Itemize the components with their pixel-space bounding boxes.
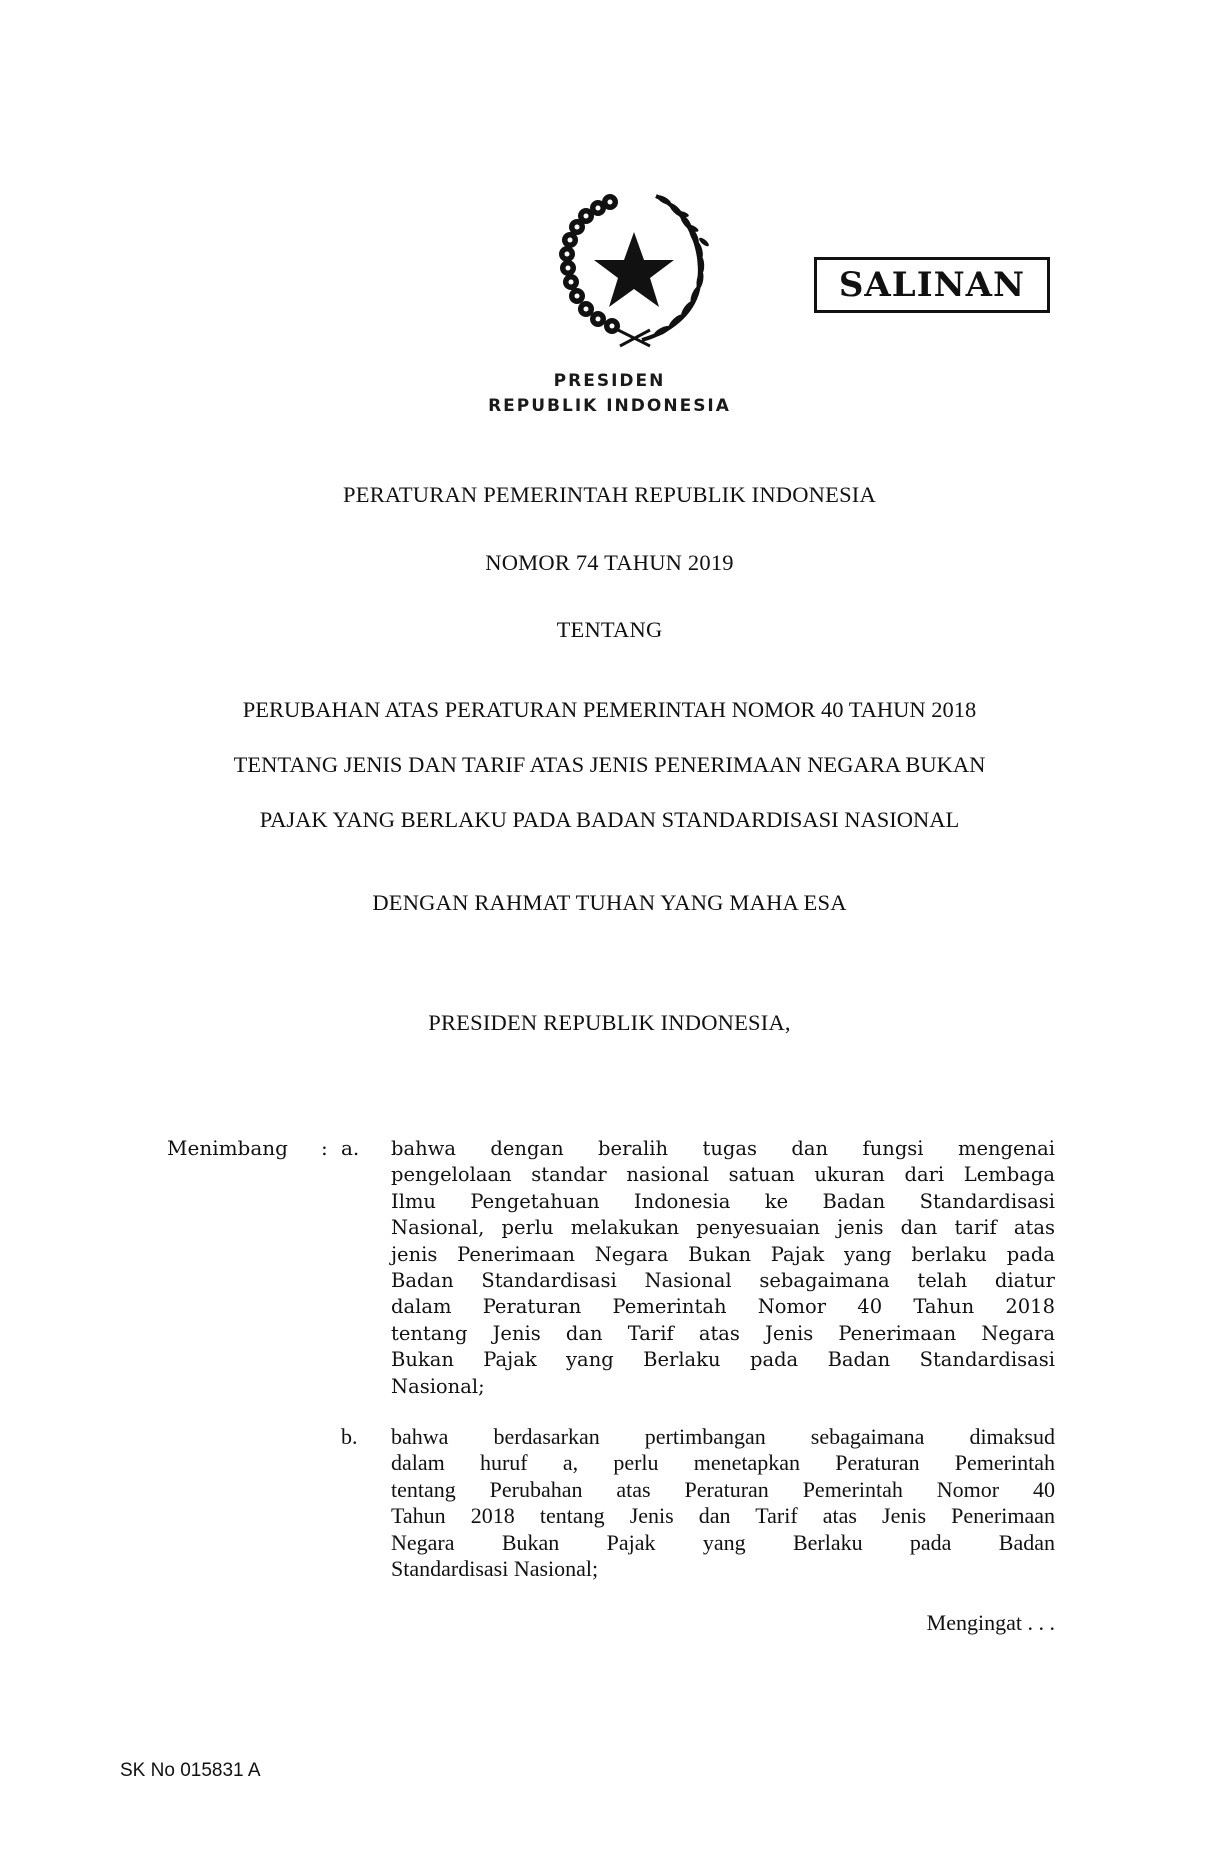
office-line-president: PRESIDEN [553,371,666,391]
serial-number: SK No 015831 A [120,1760,261,1781]
item-a-line: bahwa dengan beralih tugas dan fungsi mengenai [391,1137,1055,1160]
regulation-about-label: TENTANG [556,617,663,642]
continuation-note: Mengingat . . . [926,1610,1055,1635]
item-a-letter: a. [341,1136,360,1160]
item-b-line: Tahun 2018 tentang Jenis dan Tarif atas Jenis Penerimaan [391,1503,1055,1529]
item-a-line: dalam Peraturan Pemerintah Nomor 40 Tahun 2018 [391,1295,1055,1319]
regulation-subject-line-3: PAJAK YANG BERLAKU PADA BADAN STANDARDISASI NASIONAL [259,807,960,832]
item-a-line: pengelolaan standar nasional satuan ukuran dari Lembaga [391,1163,1055,1187]
presidential-seal-icon [558,190,710,348]
regulation-title: PERATURAN PEMERINTAH REPUBLIK INDONESIA [343,482,876,507]
regulation-subject-line-1: PERUBAHAN ATAS PERATURAN PEMERINTAH NOMOR 40 TAHUN 2018 [242,697,977,722]
invocation: DENGAN RAHMAT TUHAN YANG MAHA ESA [372,890,847,915]
regulation-subject-line-2: TENTANG JENIS DAN TARIF ATAS JENIS PENERIMAAN NEGARA BUKAN [233,752,986,777]
item-a-text [391,1136,1055,1400]
item-a-line: jenis Penerimaan Negara Bukan Pajak yang berlaku pada [391,1242,1055,1266]
office-line-republic: REPUBLIK INDONESIA [488,396,731,416]
item-a-line: Nasional; [391,1374,485,1398]
salinan-stamp: SALINAN [814,257,1050,313]
considering-label: Menimbang [167,1136,288,1160]
item-b-line: dalam huruf a, perlu menetapkan Peraturan Pemerintah [391,1450,1055,1476]
item-b-line: tentang Perubahan atas Peraturan Pemerintah Nomor 40 [391,1476,1055,1502]
regulation-number: NOMOR 74 TAHUN 2019 [485,550,734,575]
item-b-line: Negara Bukan Pajak yang Berlaku pada Badan [391,1529,1055,1555]
considering-colon: : [321,1136,328,1160]
item-a-line: Nasional, perlu melakukan penyesuaian jenis dan tarif atas [391,1216,1055,1240]
item-a-line: Badan Standardisasi Nasional sebagaimana telah diatur [391,1268,1055,1292]
item-a-line: Ilmu Pengetahuan Indonesia ke Badan Standardisasi [391,1189,1055,1213]
item-b-text [391,1424,1055,1582]
item-b-line: bahwa berdasarkan pertimbangan sebagaimana dimaksud [391,1424,1055,1449]
issuer: PRESIDEN REPUBLIK INDONESIA, [428,1010,791,1035]
item-b-line: Standardisasi Nasional; [391,1555,599,1581]
item-a-line: tentang Jenis dan Tarif atas Jenis Penerimaan Negara [391,1321,1055,1345]
item-b-letter: b. [341,1424,358,1449]
item-a-line: Bukan Pajak yang Berlaku pada Badan Standardisasi [391,1348,1055,1372]
